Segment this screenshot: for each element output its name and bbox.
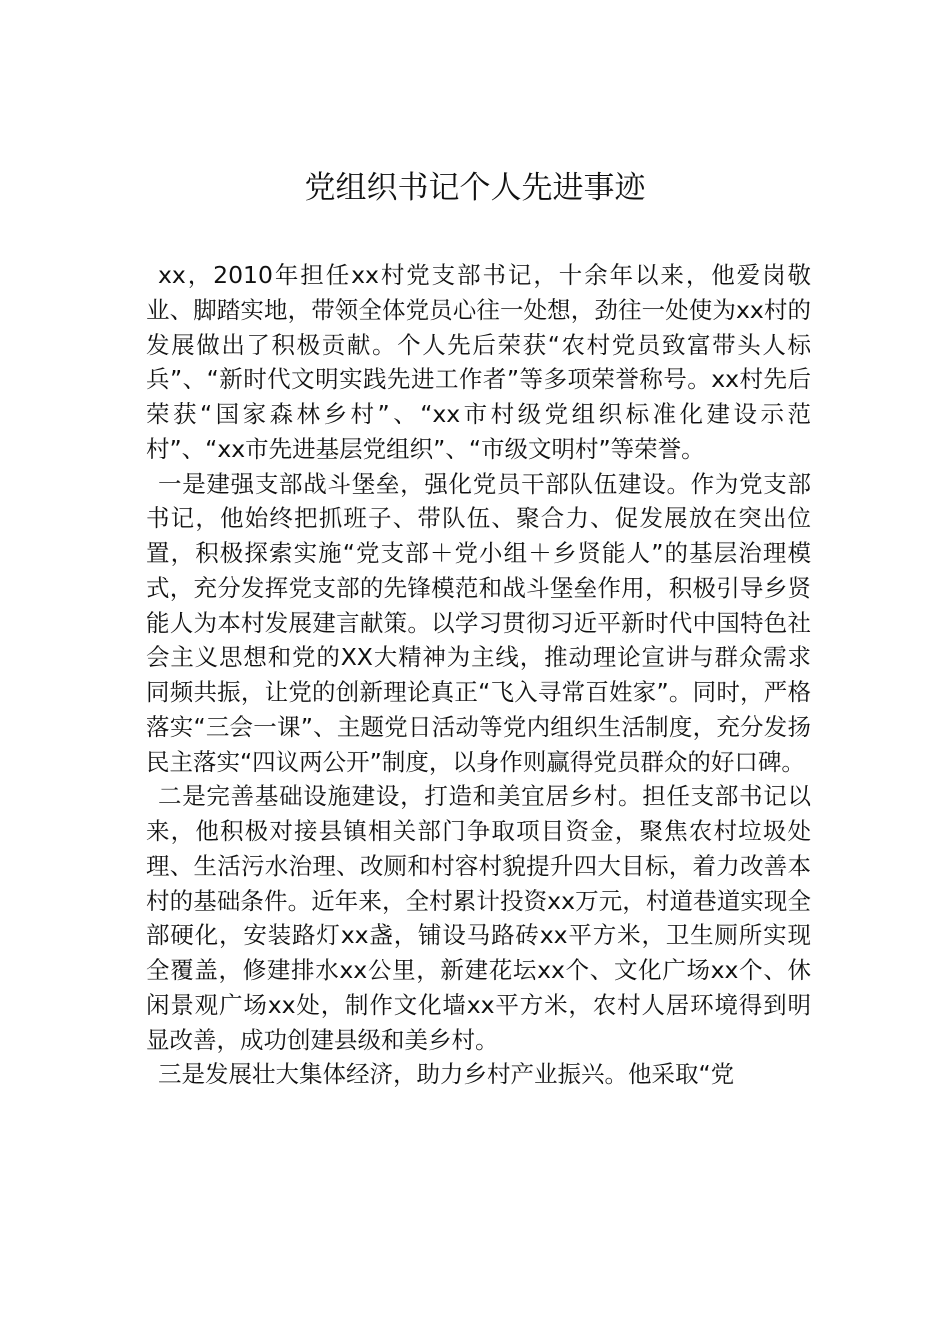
paragraph-party-building: 一是建强支部战斗堡垒，强化党员干部队伍建设。作为党支部书记，他始终把抓班子、带队伍、聚合力、促发展放在突出位置，积极探索实施“党支部＋党小组＋乡贤能人”的基层治理模式，充分发挥党支部的先锋模范和战斗堡垒作用，积极引导乡贤能人为本村发展建言献策。以学习贯彻习近平新时代中国特色社会主义思想和党的XX大精神为主线，推动理论宣讲与群众需求同频共振，让党的创新理论真正“飞入寻常百姓家”。同时，严格落实“三会一课”、主题党日活动等党内组织生活制度，充分发扬民主落实“四议两公开”制度，以身作则赢得党员群众的好口碑。: [146, 469, 811, 776]
document-title: 党组织书记个人先进事迹: [304, 170, 646, 206]
paragraph-infrastructure: 二是完善基础设施建设，打造和美宜居乡村。担任支部书记以来，他积极对接县镇相关部门争取项目资金，聚焦农村垃圾处理、生活污水治理、改厕和村容村貌提升四大目标，着力改善本村的基础条件。近年来，全村累计投资xx万元，村道巷道实现全部硬化，安装路灯xx盏，铺设马路砖xx平方米，卫生厕所实现全覆盖，修建排水xx公里，新建花坛xx个、文化广场xx个、休闲景观广场xx处，制作文化墙xx平方米，农村人居环境得到明显改善，成功创建县级和美乡村。: [146, 782, 811, 1054]
document-body: [146, 258, 811, 1092]
paragraph-collective-economy: 三是发展壮大集体经济，助力乡村产业振兴。他采取“党: [158, 1060, 735, 1089]
paragraph-intro: xx，2010年担任xx村党支部书记，十余年以来，他爱岗敬业、脚踏实地，带领全体党员心往一处想，劲往一处使为xx村的发展做出了积极贡献。个人先后荣获“农村党员致富带头人标兵”、“新时代文明实践先进工作者”等多项荣誉称号。xx村先后荣获“国家森林乡村”、“xx市村级党组织标准化建设示范村”、“xx市先进基层党组织”、“市级文明村”等荣誉。: [146, 261, 811, 463]
